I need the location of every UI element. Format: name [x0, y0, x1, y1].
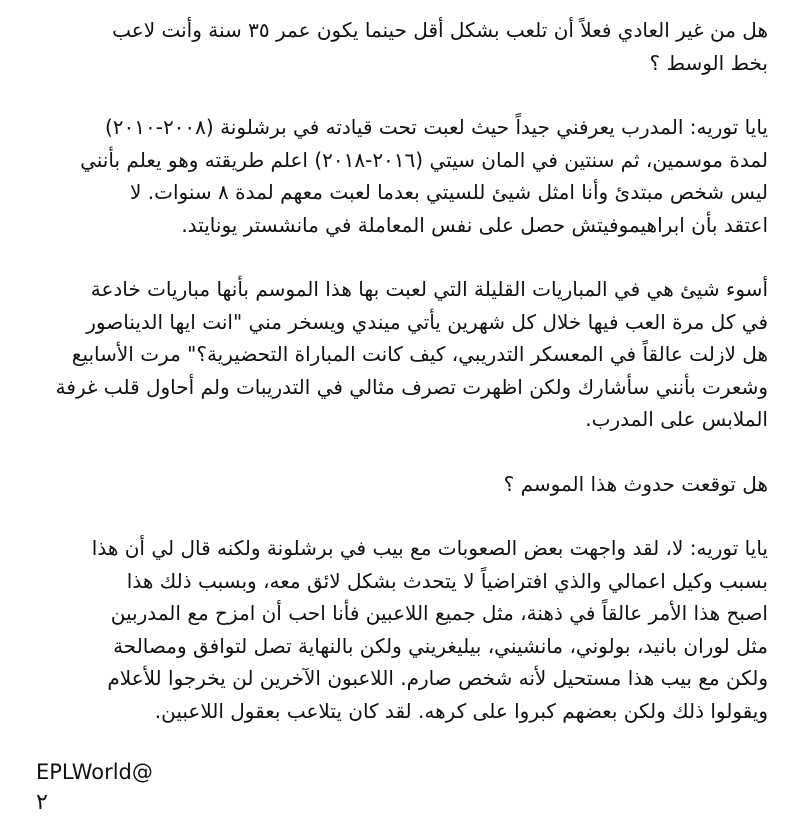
- answer-2: [40, 532, 768, 727]
- text-line: أسوء شيئ هي في المباريات القليلة التي لعبت بها هذا الموسم بأنها مباريات خادعة: [90, 277, 768, 301]
- text-line: اصبح هذا الأمر عالقاً في ذهنة، مثل جميع اللاعبين فأنا احب أن امزح مع المدربين: [110, 601, 768, 625]
- text-line: اعتقد بأن ابراهيموفيتش حصل على نفس المعاملة في مانشستر يونايتد.: [181, 212, 768, 237]
- text-line: ولكن مع بيب هذا مستحيل لأنه شخص صارم. اللاعبون الآخرين لن يخرجوا للأعلام: [107, 666, 768, 690]
- article-body: [40, 14, 768, 759]
- text-line: ويقولوا ذلك ولكن بعضهم كبروا على كرهه. لقد كان يتلاعب بعقول اللاعبين.: [154, 698, 768, 723]
- question-2: [40, 468, 768, 501]
- source-handle: EPLWorld@: [36, 760, 153, 784]
- text-line: لمدة موسمين، ثم سنتين في المان سيتي (٢٠١٦-٢٠١٨) اعلم طريقته وهو يعلم بأنني: [80, 147, 768, 172]
- text-line: بسبب وكيل اعمالي والذي افتراضياً لا يتحدث بشكل لائق معه، وبسبب ذلك هذا: [126, 568, 768, 593]
- answer-1: [40, 111, 768, 241]
- text-line: هل لازلت عالقاً في المعسكر التدريبي، كيف كانت المباراة التحضيرية؟" مرت الأسابيع: [71, 342, 768, 366]
- text-line: يايا توريه: لا، لقد واجهت بعض الصعوبات مع بيب في برشلونة ولكنه قال لي أن هذا: [91, 536, 768, 560]
- answer-1-continued: [40, 273, 768, 436]
- question-1: [40, 14, 768, 79]
- text-line: ليس شخص مبتدئ وأنا امثل شيئ للسيتي بعدما لعبت معهم لمدة ٨ سنوات. لا: [130, 180, 768, 204]
- text-line: في كل مرة العب فيها خلال كل شهرين يأتي ميندي ويسخر مني "انت ايها الديناصور: [86, 309, 768, 334]
- text-line: هل توقعت حدوث هذا الموسم ؟: [503, 471, 768, 496]
- text-line: بخط الوسط ؟: [649, 50, 768, 75]
- text-line: مثل لوران بانيد، بولوني، مانشيني، بيليغريني ولكن بالنهاية تصل لتوافق ومصالحة: [113, 633, 768, 658]
- text-line: يايا توريه: المدرب يعرفني جيداً حيث لعبت تحت قيادته في برشلونة (٢٠٠٨-٢٠١٠): [104, 115, 768, 139]
- page-number: ٢: [36, 790, 48, 815]
- text-line: الملابس على المدرب.: [585, 407, 768, 431]
- text-line: وشعرت بأنني سأشارك ولكن اظهرت تصرف مثالي في التدريبات ولم أحاول قلب غرفة: [55, 374, 768, 399]
- text-line: هل من غير العادي فعلاً أن تلعب بشكل أقل حينما يكون عمر ٣٥ سنة وأنت لاعب: [112, 18, 768, 42]
